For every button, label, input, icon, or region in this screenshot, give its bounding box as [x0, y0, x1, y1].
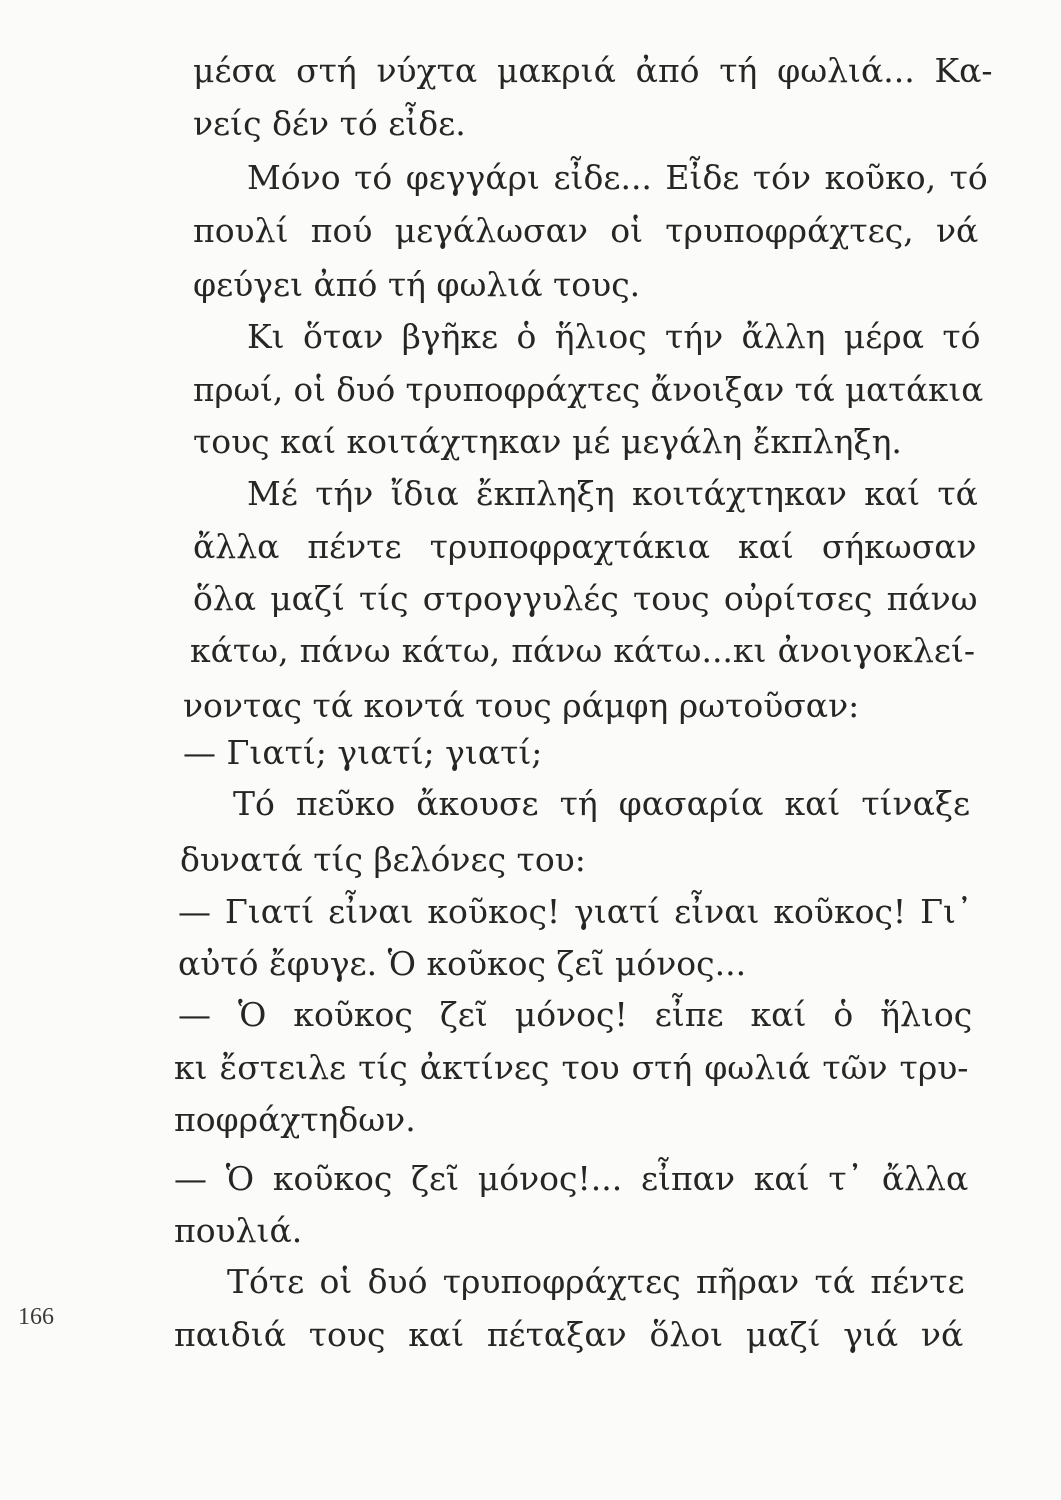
text-line: Τότε οἱ δυό τρυποφράχτες πῆραν τά πέντε [227, 1262, 965, 1301]
text-line: Μέ τήν ἴδια ἔκπληξη κοιτάχτηκαν καί τά [247, 474, 978, 513]
text-line: νείς δέν τό εἶδε. [193, 104, 466, 143]
dialogue-line: — Γιατί εἶναι κοῦκος! γιατί εἶναι κοῦκος! Γι᾽ [178, 892, 973, 931]
text-line: φεύγει ἀπό τή φωλιά τους. [193, 265, 641, 304]
text-line: νοντας τά κοντά τους ράμφη ρωτοῦσαν: [183, 686, 860, 725]
text-line: Τό πεῦκο ἄκουσε τή φασαρία καί τίναξε [233, 784, 971, 823]
text-line: πουλιά. [174, 1211, 303, 1250]
page-number: 166 [18, 1304, 54, 1330]
text-line: Μόνο τό φεγγάρι εἶδε... Εἶδε τόν κοῦκο, τό [247, 158, 988, 197]
text-line: παιδιά τους καί πέταξαν ὅλοι μαζί γιά νά [174, 1315, 964, 1354]
text-line: τους καί κοιτάχτηκαν μέ μεγάλη ἔκπληξη. [193, 422, 902, 461]
text-line: Κι ὅταν βγῆκε ὁ ἥλιος τήν ἄλλη μέρα τό [247, 317, 981, 356]
text-line: κι ἔστειλε τίς ἀκτίνες του στή φωλιά τῶν τρυ- [174, 1048, 969, 1087]
text-line: κάτω, πάνω κάτω, πάνω κάτω...κι ἀνοιγοκλεί- [190, 631, 976, 670]
text-line: μέσα στή νύχτα μακριά ἀπό τή φωλιά... Κα- [193, 51, 993, 90]
text-line: δυνατά τίς βελόνες του: [180, 840, 586, 879]
text-line: αὐτό ἔφυγε. Ὁ κοῦκος ζεῖ μόνος... [178, 944, 747, 983]
dialogue-line: — Ὁ κοῦκος ζεῖ μόνος!... εἶπαν καί τ᾽ ἄλλα [174, 1159, 969, 1198]
text-line: ποφράχτηδων. [174, 1100, 416, 1139]
text-line: πουλί πού μεγάλωσαν οἱ τρυποφράχτες, νά [193, 211, 979, 250]
dialogue-line: — Ὁ κοῦκος ζεῖ μόνος! εἶπε καί ὁ ἥλιος [178, 995, 973, 1034]
text-line: ὅλα μαζί τίς στρογγυλές τους οὐρίτσες πάνω [193, 579, 978, 618]
text-line: πρωί, οἱ δυό τρυποφράχτες ἄνοιξαν τά ματάκια [193, 371, 984, 409]
text-line: ἄλλα πέντε τρυποφραχτάκια καί σήκωσαν [193, 527, 977, 566]
dialogue-line: — Γιατί; γιατί; γιατί; [183, 733, 543, 772]
